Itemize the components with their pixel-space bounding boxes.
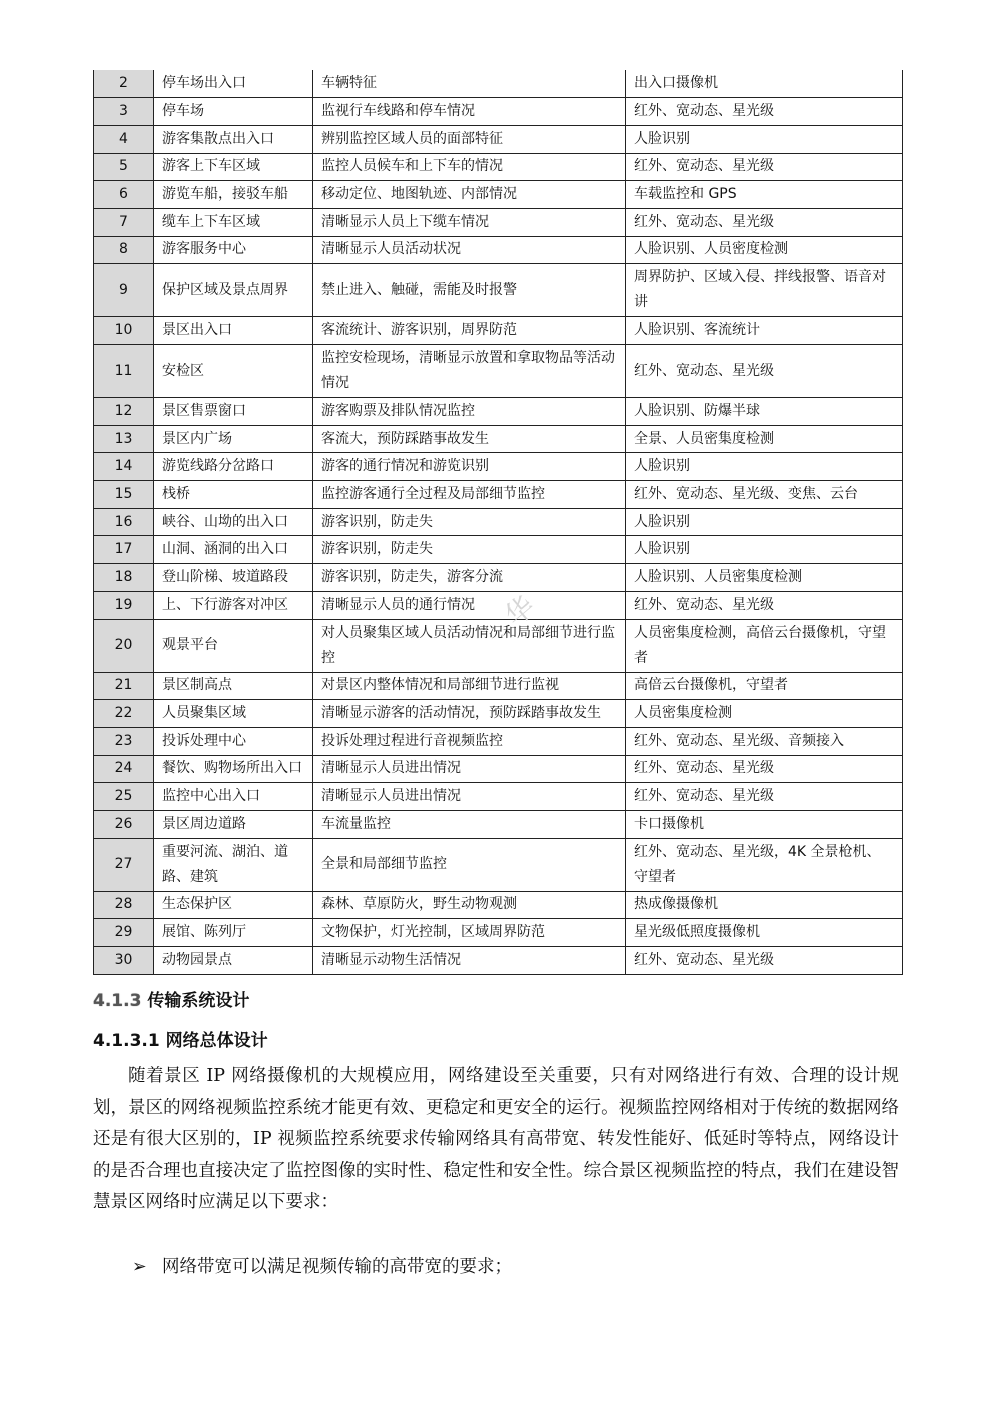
requirement-cell: 禁止进入、触碰，需能及时报警 — [313, 264, 626, 317]
row-number-cell: 20 — [94, 619, 154, 672]
monitoring-requirements-table — [93, 70, 903, 975]
bullet-item — [132, 1252, 512, 1283]
equipment-cell: 人脸识别、客流统计 — [626, 317, 903, 345]
equipment-cell: 红外、宽动态、星光级 — [626, 153, 903, 181]
location-cell: 生态保护区 — [154, 891, 313, 919]
table-body — [94, 70, 903, 974]
row-number-cell: 11 — [94, 345, 154, 398]
row-number-cell: 29 — [94, 919, 154, 947]
requirement-cell: 清晰显示人员的通行情况 — [313, 591, 626, 619]
table-row — [94, 264, 903, 317]
requirement-cell: 监控安检现场，清晰显示放置和拿取物品等活动情况 — [313, 345, 626, 398]
body-paragraph: 随着景区 IP 网络摄像机的大规模应用，网络建设至关重要，只有对网络进行有效、合理的设计规划，景区的网络视频监控系统才能更有效、更稳定和更安全的运行。视频监控网络相对于传统的数据网络还是有很大区别的，IP 视频监控系统要求传输网络具有高带宽、转发性能好、低延时等特点，网络设计的是否合理也直接决定了监控图像的实时性、稳定性和安全性。综合景区视频监控的特点，我们在建设智慧景区网络时应满足以下要求： — [93, 1066, 899, 1212]
location-cell: 山洞、涵洞的出入口 — [154, 536, 313, 564]
equipment-cell: 红外、宽动态、星光级 — [626, 208, 903, 236]
table-row — [94, 508, 903, 536]
location-cell: 停车场 — [154, 98, 313, 126]
location-cell: 栈桥 — [154, 481, 313, 509]
requirement-cell: 移动定位、地图轨迹、内部情况 — [313, 181, 626, 209]
requirement-cell: 全景和局部细节监控 — [313, 838, 626, 891]
requirement-cell: 游客识别，防走失 — [313, 508, 626, 536]
table-row — [94, 919, 903, 947]
row-number-cell: 5 — [94, 153, 154, 181]
row-number-cell: 8 — [94, 236, 154, 264]
requirement-cell: 清晰显示人员上下缆车情况 — [313, 208, 626, 236]
row-number-cell: 9 — [94, 264, 154, 317]
requirement-cell: 客流大，预防踩踏事故发生 — [313, 425, 626, 453]
table-row — [94, 838, 903, 891]
row-number-cell: 27 — [94, 838, 154, 891]
equipment-cell: 红外、宽动态、星光级，4K 全景枪机、守望者 — [626, 838, 903, 891]
row-number-cell: 12 — [94, 398, 154, 426]
row-number-cell: 18 — [94, 564, 154, 592]
section-title: 传输系统设计 — [147, 991, 250, 1011]
row-number-cell: 2 — [94, 70, 154, 98]
requirement-cell: 监控游客通行全过程及局部细节监控 — [313, 481, 626, 509]
row-number-cell: 6 — [94, 181, 154, 209]
table-row — [94, 619, 903, 672]
location-cell: 缆车上下车区域 — [154, 208, 313, 236]
bullet-text: 网络带宽可以满足视频传输的高带宽的要求； — [162, 1257, 512, 1277]
equipment-cell: 红外、宽动态、星光级 — [626, 591, 903, 619]
row-number-cell: 23 — [94, 727, 154, 755]
row-number-cell: 13 — [94, 425, 154, 453]
requirement-cell: 车流量监控 — [313, 810, 626, 838]
requirement-cell: 客流统计、游客识别，周界防范 — [313, 317, 626, 345]
requirement-cell: 清晰显示游客的活动情况，预防踩踏事故发生 — [313, 700, 626, 728]
equipment-cell: 热成像摄像机 — [626, 891, 903, 919]
location-cell: 景区出入口 — [154, 317, 313, 345]
table-row — [94, 181, 903, 209]
requirement-cell: 监视行车线路和停车情况 — [313, 98, 626, 126]
row-number-cell: 22 — [94, 700, 154, 728]
requirement-cell: 清晰显示人员进出情况 — [313, 755, 626, 783]
location-cell: 上、下行游客对冲区 — [154, 591, 313, 619]
subsection-heading: 4.1.3.1 网络总体设计 — [93, 1031, 268, 1051]
row-number-cell: 24 — [94, 755, 154, 783]
location-cell: 安检区 — [154, 345, 313, 398]
equipment-cell: 人脸识别 — [626, 125, 903, 153]
equipment-cell: 人脸识别、人员密集度检测 — [626, 564, 903, 592]
equipment-cell: 红外、宽动态、星光级、变焦、云台 — [626, 481, 903, 509]
table-row — [94, 783, 903, 811]
table-row — [94, 810, 903, 838]
table-row — [94, 398, 903, 426]
location-cell: 停车场出入口 — [154, 70, 313, 98]
equipment-cell: 周界防护、区域入侵、拌线报警、语音对讲 — [626, 264, 903, 317]
location-cell: 投诉处理中心 — [154, 727, 313, 755]
equipment-cell: 人脸识别 — [626, 536, 903, 564]
equipment-cell: 车载监控和 GPS — [626, 181, 903, 209]
arrow-bullet-icon: ➢ — [132, 1257, 147, 1277]
table-row — [94, 700, 903, 728]
requirement-cell: 清晰显示人员活动状况 — [313, 236, 626, 264]
location-cell: 游览车船，接驳车船 — [154, 181, 313, 209]
requirement-cell: 清晰显示人员进出情况 — [313, 783, 626, 811]
table-row — [94, 153, 903, 181]
table-row — [94, 891, 903, 919]
row-number-cell: 16 — [94, 508, 154, 536]
table-row — [94, 755, 903, 783]
location-cell: 动物园景点 — [154, 947, 313, 975]
section-heading — [93, 986, 249, 1011]
location-cell: 展馆、陈列厅 — [154, 919, 313, 947]
table-row — [94, 236, 903, 264]
row-number-cell: 15 — [94, 481, 154, 509]
location-cell: 游客上下车区域 — [154, 153, 313, 181]
table-row — [94, 208, 903, 236]
row-number-cell: 21 — [94, 672, 154, 700]
row-number-cell: 30 — [94, 947, 154, 975]
equipment-cell: 红外、宽动态、星光级 — [626, 783, 903, 811]
equipment-cell: 人脸识别 — [626, 453, 903, 481]
requirement-cell: 文物保护，灯光控制，区域周界防范 — [313, 919, 626, 947]
row-number-cell: 4 — [94, 125, 154, 153]
location-cell: 重要河流、湖泊、道路、建筑 — [154, 838, 313, 891]
equipment-cell: 红外、宽动态、星光级 — [626, 345, 903, 398]
location-cell: 游客服务中心 — [154, 236, 313, 264]
equipment-cell: 全景、人员密集度检测 — [626, 425, 903, 453]
row-number-cell: 19 — [94, 591, 154, 619]
requirement-cell: 游客识别，防走失，游客分流 — [313, 564, 626, 592]
row-number-cell: 25 — [94, 783, 154, 811]
equipment-cell: 人脸识别、防爆半球 — [626, 398, 903, 426]
requirement-cell: 车辆特征 — [313, 70, 626, 98]
requirement-cell: 清晰显示动物生活情况 — [313, 947, 626, 975]
table-row — [94, 125, 903, 153]
equipment-cell: 红外、宽动态、星光级 — [626, 755, 903, 783]
requirement-cell: 对景区内整体情况和局部细节进行监视 — [313, 672, 626, 700]
table-row — [94, 70, 903, 98]
row-number-cell: 3 — [94, 98, 154, 126]
equipment-cell: 人员密集度检测，高倍云台摄像机，守望者 — [626, 619, 903, 672]
location-cell: 景区制高点 — [154, 672, 313, 700]
row-number-cell: 14 — [94, 453, 154, 481]
table-row — [94, 98, 903, 126]
section-number: 4.1.3 — [93, 991, 142, 1011]
location-cell: 游客集散点出入口 — [154, 125, 313, 153]
location-cell: 监控中心出入口 — [154, 783, 313, 811]
location-cell: 餐饮、购物场所出入口 — [154, 755, 313, 783]
row-number-cell: 10 — [94, 317, 154, 345]
location-cell: 登山阶梯、坡道路段 — [154, 564, 313, 592]
location-cell: 峡谷、山坳的出入口 — [154, 508, 313, 536]
location-cell: 景区售票窗口 — [154, 398, 313, 426]
location-cell: 景区内广场 — [154, 425, 313, 453]
table-row — [94, 453, 903, 481]
requirement-cell: 游客识别，防走失 — [313, 536, 626, 564]
equipment-cell: 红外、宽动态、星光级 — [626, 947, 903, 975]
location-cell: 保护区域及景点周界 — [154, 264, 313, 317]
table-row — [94, 727, 903, 755]
equipment-cell: 人脸识别 — [626, 508, 903, 536]
requirement-cell: 游客的通行情况和游览识别 — [313, 453, 626, 481]
location-cell: 观景平台 — [154, 619, 313, 672]
row-number-cell: 28 — [94, 891, 154, 919]
equipment-cell: 人员密集度检测 — [626, 700, 903, 728]
equipment-cell: 红外、宽动态、星光级、音频接入 — [626, 727, 903, 755]
row-number-cell: 26 — [94, 810, 154, 838]
table-row — [94, 425, 903, 453]
table-row — [94, 317, 903, 345]
table-row — [94, 672, 903, 700]
table-row — [94, 564, 903, 592]
location-cell: 人员聚集区域 — [154, 700, 313, 728]
requirement-cell: 游客购票及排队情况监控 — [313, 398, 626, 426]
equipment-cell: 星光级低照度摄像机 — [626, 919, 903, 947]
table-row — [94, 591, 903, 619]
table-row — [94, 536, 903, 564]
requirement-cell: 森林、草原防火，野生动物观测 — [313, 891, 626, 919]
table-row — [94, 345, 903, 398]
equipment-cell: 出入口摄像机 — [626, 70, 903, 98]
equipment-cell: 高倍云台摄像机，守望者 — [626, 672, 903, 700]
equipment-cell: 人脸识别、人员密度检测 — [626, 236, 903, 264]
requirement-cell: 辨别监控区域人员的面部特征 — [313, 125, 626, 153]
equipment-cell: 红外、宽动态、星光级 — [626, 98, 903, 126]
watermark: 华 — [498, 589, 542, 633]
row-number-cell: 7 — [94, 208, 154, 236]
equipment-cell: 卡口摄像机 — [626, 810, 903, 838]
requirement-cell: 监控人员候车和上下车的情况 — [313, 153, 626, 181]
table-row — [94, 481, 903, 509]
location-cell: 景区周边道路 — [154, 810, 313, 838]
location-cell: 游览线路分岔路口 — [154, 453, 313, 481]
row-number-cell: 17 — [94, 536, 154, 564]
requirement-cell: 对人员聚集区域人员活动情况和局部细节进行监控 — [313, 619, 626, 672]
requirement-cell: 投诉处理过程进行音视频监控 — [313, 727, 626, 755]
table-row — [94, 947, 903, 975]
